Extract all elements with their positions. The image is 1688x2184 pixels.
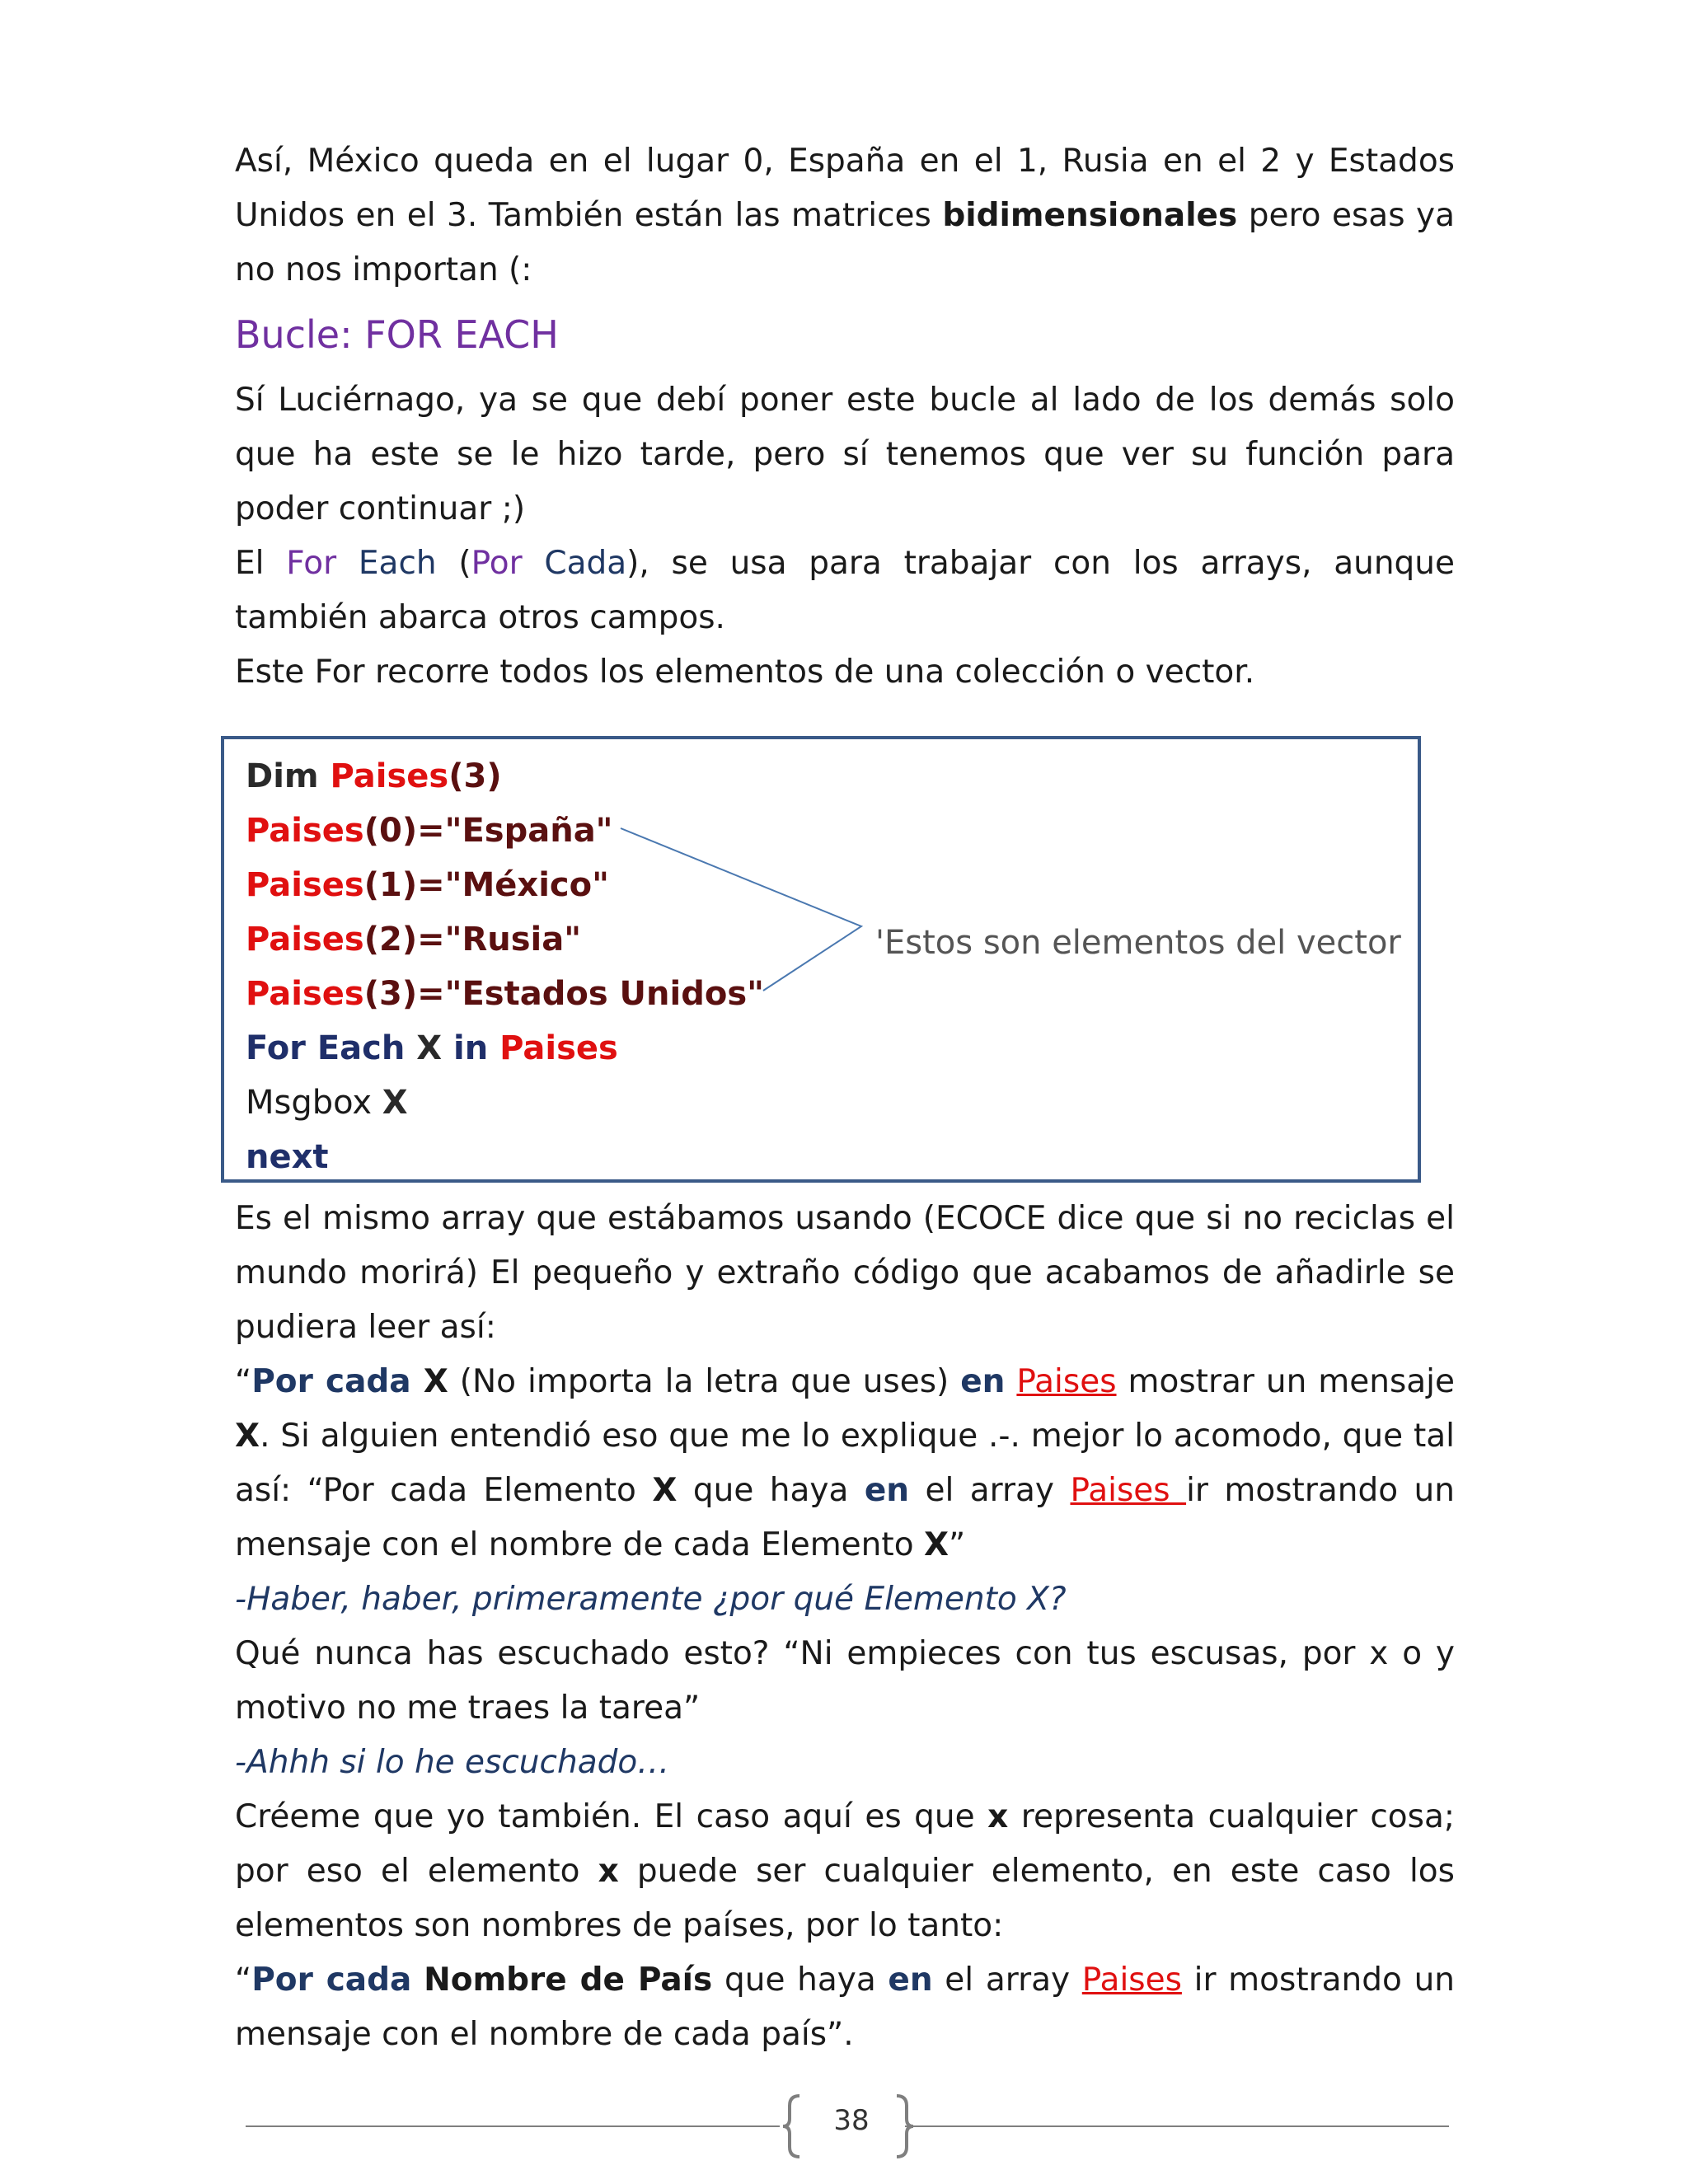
paragraph-por-cada: [235, 1355, 1455, 1572]
code-token: (3)="Estados Unidos": [363, 975, 764, 1013]
code-line: [246, 804, 764, 858]
text-run: El: [235, 545, 287, 582]
text-run: . Si alguien entendió eso que me lo explique .-. mejor lo acomodo, que tal así: “Por cada Elemento: [235, 1418, 1455, 1509]
keyword-cada: Cada: [522, 545, 627, 582]
text-run: “: [235, 1961, 252, 1999]
text-run: ir mostrando un mensaje con el nombre de cada Elemento: [235, 1472, 1455, 1563]
code-token: For Each: [246, 1029, 417, 1067]
keyword-por-cada: Por cada: [251, 1363, 411, 1400]
text-run: (No importa la letra que uses): [448, 1363, 961, 1400]
code-token: Paises: [246, 975, 364, 1013]
text-run: puede ser cualquier elemento, en este caso los elementos son nombres de países, por lo tanto:: [235, 1853, 1455, 1944]
code-token: Msgbox: [246, 1084, 382, 1122]
code-line: [246, 749, 764, 804]
code-line: [246, 967, 764, 1021]
paragraph-for-recorre: Este For recorre todos los elementos de una colección o vector.: [235, 654, 1255, 691]
code-comment: 'Estos son elementos del vector: [875, 924, 1401, 962]
bold-term: bidimensionales: [942, 197, 1238, 234]
left-brace-icon: [780, 2089, 804, 2163]
paragraph-x-representa: [235, 1790, 1455, 1953]
code-line: [246, 912, 764, 967]
page-footer: [246, 2089, 1449, 2163]
paragraph-escusas: Qué nunca has escuchado esto? “Ni empieces con tus escusas, por x o y motivo no me traes la tarea”: [235, 1635, 1455, 1727]
italic-question: -Haber, haber, primeramente ¿por qué Elemento X?: [235, 1581, 1067, 1618]
code-token: (1)="México": [363, 866, 609, 904]
text-run: [411, 1961, 424, 1999]
section-heading: Bucle: FOR EACH: [235, 312, 559, 357]
text-run: Así, México queda en el lugar 0, España en el 1, Rusia en el 2 y Estados Unidos en el 3. También están las matrices: [235, 143, 1455, 234]
text-run: ), se usa para trabajar con los arrays, aunque también abarca otros campos.: [235, 545, 1456, 636]
page-number: 38: [833, 2104, 870, 2137]
code-box: [221, 736, 1421, 1183]
text-run: el array: [932, 1961, 1082, 1999]
code-token: Dim: [246, 757, 331, 795]
variable-x: x: [987, 1798, 1009, 1835]
text-run: [1005, 1363, 1016, 1400]
variable-x: X: [410, 1363, 448, 1400]
italic-reply: -Ahhh si lo he escuchado…: [235, 1744, 670, 1781]
text-run: “: [235, 1363, 252, 1400]
code-token: (2)="Rusia": [363, 921, 582, 958]
bold-term: Nombre de País: [424, 1961, 713, 1999]
body-text-top: [235, 134, 1455, 700]
variable-x: X: [235, 1418, 260, 1455]
paragraph-same-array: Es el mismo array que estábamos usando (ECOCE dice que si no reciclas el mundo morirá) El pequeño y extraño código que acabamos de añadirle se pudiera leer así:: [235, 1200, 1455, 1346]
code-token: (0)="España": [363, 812, 613, 850]
text-run: ir mostrando un mensaje con el nombre de cada país”.: [235, 1961, 1456, 2053]
text-run: pero esas ya no nos importan (:: [235, 197, 1455, 288]
keyword-en: en: [864, 1472, 910, 1509]
text-run: el array: [909, 1472, 1071, 1509]
text-run: representa cualquier cosa; por eso el elemento: [235, 1798, 1456, 1890]
array-name: Paises: [1016, 1363, 1117, 1400]
text-run: Créeme que yo también. El caso aquí es que: [235, 1798, 988, 1835]
paragraph-por-cada-pais: [235, 1953, 1455, 2062]
code-line: [246, 1076, 764, 1130]
keyword-en: en: [888, 1961, 933, 1999]
variable-x: X: [923, 1526, 950, 1563]
code-token: Paises: [246, 921, 364, 958]
code-token: X: [416, 1029, 443, 1067]
text-run: que haya: [677, 1472, 865, 1509]
code-token: Paises: [330, 757, 449, 795]
code-line: [246, 858, 764, 912]
code-token: (3): [448, 757, 502, 795]
code-token: next: [246, 1138, 329, 1176]
variable-x: x: [598, 1853, 619, 1890]
code-line: [246, 1130, 764, 1184]
array-name: Paises: [1070, 1472, 1187, 1509]
code-line: [246, 1021, 764, 1076]
keyword-for: For: [286, 545, 337, 582]
code-listing: [246, 749, 764, 1184]
array-name: Paises: [1081, 1961, 1182, 1999]
paragraph-for-each: [235, 537, 1455, 645]
paragraph-arrays-order: [235, 134, 1455, 298]
keyword-por: Por: [471, 545, 523, 582]
code-token: Paises: [246, 812, 364, 850]
text-run: que haya: [712, 1961, 889, 1999]
body-text-bottom: [235, 1192, 1455, 2062]
paragraph-intro: Sí Luciérnago, ya se que debí poner este bucle al lado de los demás solo que ha este se le hizo tarde, pero sí tenemos que ver su función para poder continuar ;): [235, 382, 1455, 527]
footer-divider: [246, 2125, 780, 2127]
text-run: ”: [949, 1526, 966, 1563]
footer-divider: [905, 2125, 1449, 2127]
text-run: mostrar un mensaje: [1116, 1363, 1455, 1400]
keyword-en: en: [960, 1363, 1006, 1400]
variable-x: X: [652, 1472, 678, 1509]
code-token: Paises: [246, 866, 364, 904]
keyword-por-cada: Por cada: [251, 1961, 412, 1999]
code-token: Paises: [499, 1029, 618, 1067]
code-token: X: [382, 1084, 408, 1122]
text-run: (: [436, 545, 471, 582]
keyword-each: Each: [336, 545, 437, 582]
code-token: in: [442, 1029, 500, 1067]
